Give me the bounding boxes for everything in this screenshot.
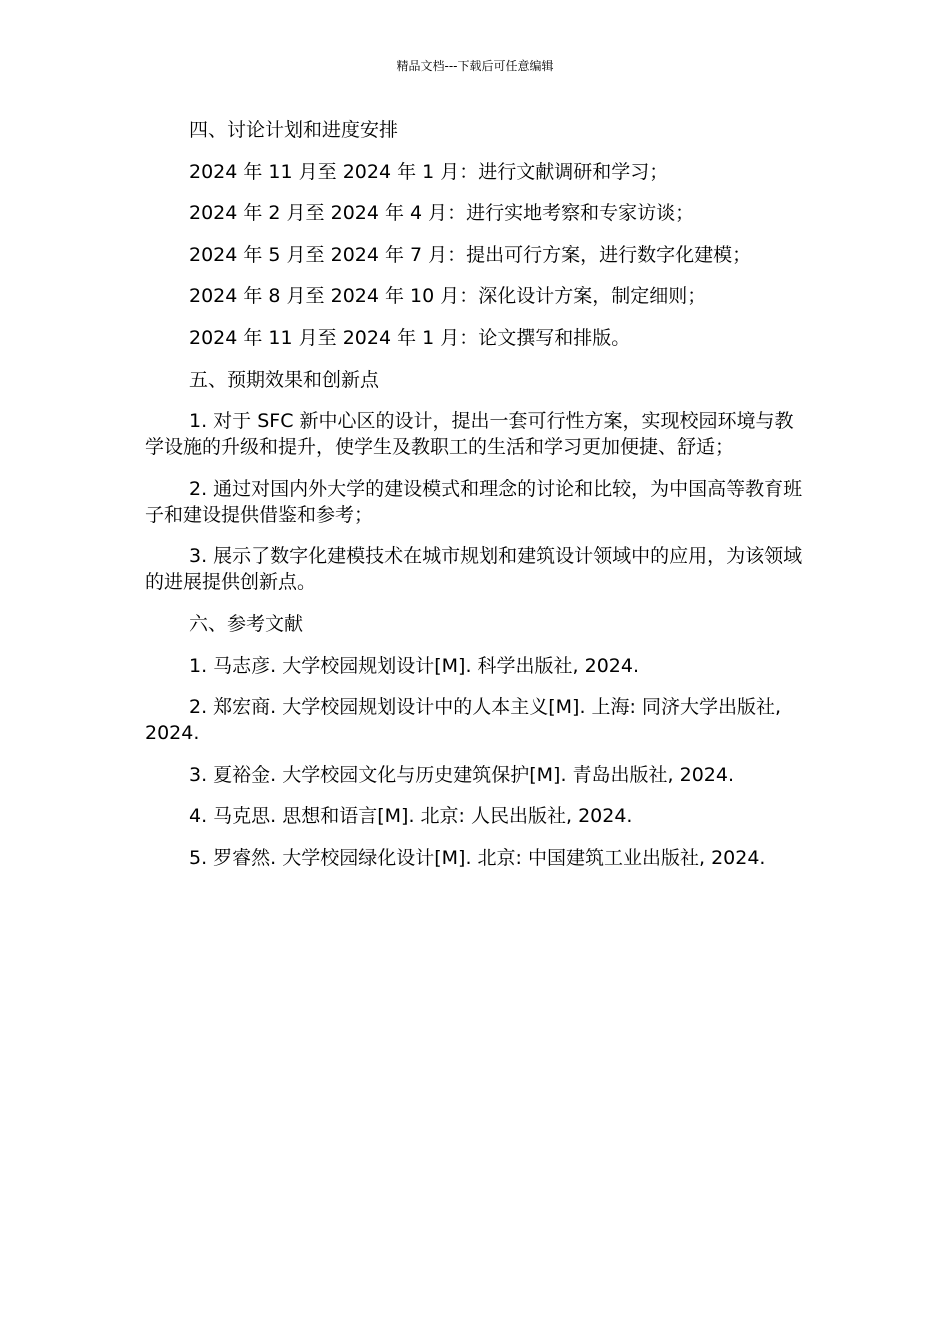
reference-item: 5. 罗睿然. 大学校园绿化设计[M]. 北京: 中国建筑工业出版社, 2024. [189, 846, 766, 869]
effect-item: 3. 展示了数字化建模技术在城市规划和建筑设计领域中的应用，为该领域的进展提供创新点。 [145, 545, 803, 594]
reference-item: 3. 夏裕金. 大学校园文化与历史建筑保护[M]. 青岛出版社, 2024. [189, 763, 735, 786]
section-heading-effects: 五、预期效果和创新点 [189, 368, 380, 391]
schedule-item: 2024 年 11 月至 2024 年 1 月：进行文献调研和学习； [189, 160, 669, 183]
schedule-item: 2024 年 8 月至 2024 年 10 月：深化设计方案，制定细则； [189, 285, 707, 308]
reference-item: 1. 马志彦. 大学校园规划设计[M]. 科学出版社, 2024. [189, 654, 640, 677]
section-heading-schedule: 四、讨论计划和进度安排 [189, 119, 399, 141]
schedule-item: 2024 年 2 月至 2024 年 4 月：进行实地考察和专家访谈； [189, 202, 695, 225]
document-body [145, 117, 805, 887]
reference-item: 2. 郑宏商. 大学校园规划设计中的人本主义[M]. 上海: 同济大学出版社, 2024. [145, 696, 782, 745]
effect-item: 2. 通过对国内外大学的建设模式和理念的讨论和比较，为中国高等教育班子和建设提供借鉴和参考； [145, 477, 803, 526]
reference-item: 4. 马克思. 思想和语言[M]. 北京: 人民出版社, 2024. [189, 805, 633, 828]
effect-item: 1. 对于 SFC 新中心区的设计，提出一套可行性方案，实现校园环境与教学设施的升级和提升，使学生及教职工的生活和学习更加便捷、舒适； [145, 410, 794, 459]
page-header: 精品文档---下载后可任意编辑 [396, 59, 554, 73]
section-heading-references: 六、参考文献 [189, 612, 304, 635]
schedule-item: 2024 年 5 月至 2024 年 7 月：提出可行方案，进行数字化建模； [189, 243, 752, 266]
schedule-item: 2024 年 11 月至 2024 年 1 月：论文撰写和排版。 [189, 326, 631, 349]
